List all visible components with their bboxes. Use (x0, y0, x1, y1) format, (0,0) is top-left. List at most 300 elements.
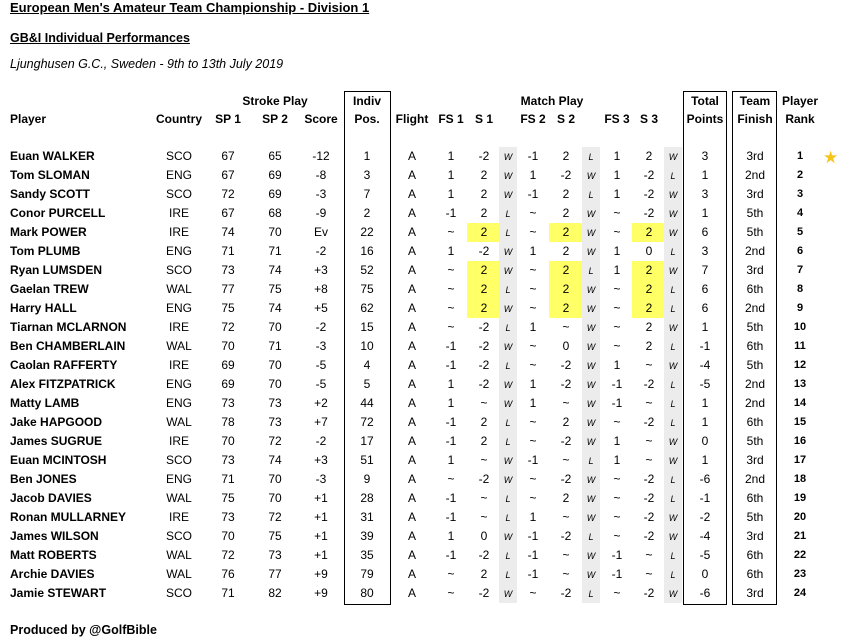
rank-cell: 21 (793, 530, 807, 542)
player-name: Harry HALL (10, 301, 77, 315)
result-r3-cell: L (664, 565, 682, 584)
finish-cell: 5th (746, 358, 764, 372)
sp2-cell: 77 (268, 567, 282, 581)
total-cell: 7 (701, 263, 709, 277)
score-cell: -3 (315, 472, 327, 486)
country-cell: ENG (165, 244, 192, 258)
s1-cell: 2 (480, 567, 488, 581)
result-r3-cell: W (664, 147, 682, 166)
fs2-cell: 1 (529, 510, 537, 524)
pos-cell: 51 (360, 453, 374, 467)
s1-cell: -2 (478, 472, 490, 486)
fs3-cell: 1 (613, 434, 621, 448)
player-name: Archie DAVIES (10, 567, 95, 581)
fs2-cell: -1 (527, 567, 539, 581)
total-cell: -2 (699, 510, 711, 524)
s1-cell: ~ (480, 396, 488, 410)
finish-cell: 2nd (744, 377, 766, 391)
fs2-cell: ~ (529, 358, 537, 372)
country-cell: IRE (168, 434, 189, 448)
header-points: Points (686, 112, 724, 126)
sp2-cell: 70 (268, 225, 282, 239)
country-cell: SCO (165, 149, 192, 163)
s2-cell: -2 (560, 529, 572, 543)
country-cell: WAL (166, 415, 192, 429)
score-cell: -8 (315, 168, 327, 182)
result-r3-cell: L (664, 394, 682, 413)
footer-credit: Produced by @GolfBible (10, 623, 157, 637)
country-cell: IRE (168, 320, 189, 334)
total-cell: 1 (701, 453, 709, 467)
result-r2-cell: W (582, 299, 600, 318)
sp1-cell: 69 (221, 377, 235, 391)
sp1-cell: 70 (221, 339, 235, 353)
flight-cell: A (407, 472, 416, 486)
player-name: Gaelan TREW (10, 282, 89, 296)
result-r3-cell: W (664, 223, 682, 242)
table-row (0, 356, 848, 375)
fs3-cell: ~ (613, 491, 621, 505)
table-row (0, 394, 848, 413)
finish-cell: 5th (746, 320, 764, 334)
result-r3-cell: W (664, 356, 682, 375)
total-cell: 0 (701, 567, 709, 581)
result-r3-cell: W (664, 261, 682, 280)
finish-cell: 2nd (744, 244, 766, 258)
sp2-cell: 74 (268, 263, 282, 277)
s1-cell: -2 (478, 320, 490, 334)
fs1-cell: ~ (447, 301, 455, 315)
table-row (0, 280, 848, 299)
finish-cell: 2nd (744, 396, 766, 410)
country-cell: ENG (165, 396, 192, 410)
header-country: Country (156, 112, 202, 126)
s1-cell: -2 (478, 586, 490, 600)
result-r1-cell: W (499, 242, 517, 261)
country-cell: IRE (168, 358, 189, 372)
venue-line: Ljunghusen G.C., Sweden - 9th to 13th July 2019 (10, 57, 284, 71)
player-name: James SUGRUE (10, 434, 103, 448)
s1-cell: 2 (480, 225, 488, 239)
rank-cell: 19 (793, 492, 807, 504)
sp2-cell: 75 (268, 282, 282, 296)
table-row (0, 185, 848, 204)
flight-cell: A (407, 453, 416, 467)
result-r1-cell: W (499, 166, 517, 185)
s3-cell: -2 (643, 472, 655, 486)
flight-cell: A (407, 529, 416, 543)
s3-cell: -2 (643, 206, 655, 220)
player-name: Tom SLOMAN (10, 168, 90, 182)
result-r2-cell: L (582, 147, 600, 166)
player-name: Sandy SCOTT (10, 187, 91, 201)
fs2-cell: ~ (529, 206, 537, 220)
table-row (0, 242, 848, 261)
pos-cell: 7 (363, 187, 371, 201)
s2-cell: 2 (562, 282, 570, 296)
total-cell: 1 (701, 206, 709, 220)
result-r3-cell: L (664, 337, 682, 356)
header-fs3: FS 3 (604, 112, 630, 126)
s1-cell: -2 (478, 377, 490, 391)
result-r1-cell: L (499, 280, 517, 299)
s2-cell: ~ (562, 320, 570, 334)
fs3-cell: ~ (613, 206, 621, 220)
fs3-cell: ~ (613, 320, 621, 334)
s1-cell: -2 (478, 244, 490, 258)
sp2-cell: 69 (268, 187, 282, 201)
s1-cell: 2 (480, 187, 488, 201)
score-cell: +3 (314, 263, 328, 277)
s3-cell: 2 (645, 320, 653, 334)
s1-cell: 0 (480, 529, 488, 543)
fs3-cell: 1 (613, 149, 621, 163)
finish-cell: 5th (746, 434, 764, 448)
score-cell: +1 (314, 491, 328, 505)
result-r2-cell: W (582, 546, 600, 565)
total-cell: -6 (699, 586, 711, 600)
flight-cell: A (407, 244, 416, 258)
country-cell: IRE (168, 225, 189, 239)
pos-cell: 35 (360, 548, 374, 562)
header-player-rank-2: Rank (785, 112, 815, 126)
fs3-cell: ~ (613, 339, 621, 353)
s3-cell: ~ (645, 567, 653, 581)
country-cell: IRE (168, 206, 189, 220)
fs2-cell: ~ (529, 339, 537, 353)
fs1-cell: 1 (447, 529, 455, 543)
result-r1-cell: W (499, 261, 517, 280)
pos-cell: 44 (360, 396, 374, 410)
finish-cell: 3rd (746, 149, 764, 163)
result-r1-cell: W (499, 451, 517, 470)
player-name: Matty LAMB (10, 396, 80, 410)
s2-cell: ~ (562, 548, 570, 562)
finish-cell: 3rd (746, 529, 764, 543)
result-r3-cell: W (664, 451, 682, 470)
fs1-cell: 1 (447, 377, 455, 391)
result-r3-cell: W (664, 204, 682, 223)
pos-cell: 3 (363, 168, 371, 182)
table-row (0, 204, 848, 223)
player-name: Jake HAPGOOD (10, 415, 103, 429)
player-name: Matt ROBERTS (10, 548, 97, 562)
sp2-cell: 74 (268, 301, 282, 315)
s1-cell: ~ (480, 510, 488, 524)
result-r2-cell: W (582, 318, 600, 337)
sp1-cell: 67 (221, 149, 235, 163)
sp1-cell: 77 (221, 282, 235, 296)
table-row (0, 261, 848, 280)
s3-cell: 2 (645, 301, 653, 315)
header-sp2: SP 2 (262, 112, 288, 126)
s2-cell: ~ (562, 453, 570, 467)
sp2-cell: 70 (268, 377, 282, 391)
result-r2-cell: W (582, 508, 600, 527)
s2-cell: -2 (560, 358, 572, 372)
s3-cell: ~ (645, 358, 653, 372)
player-name: Euan WALKER (10, 149, 95, 163)
sp2-cell: 71 (268, 244, 282, 258)
s1-cell: -2 (478, 149, 490, 163)
score-cell: +5 (314, 301, 328, 315)
table-row (0, 565, 848, 584)
flight-cell: A (407, 282, 416, 296)
pos-cell: 72 (360, 415, 374, 429)
sp1-cell: 73 (221, 396, 235, 410)
sp1-cell: 71 (221, 244, 235, 258)
fs1-cell: -1 (445, 434, 457, 448)
sp2-cell: 82 (268, 586, 282, 600)
score-cell: +1 (314, 529, 328, 543)
table-row (0, 223, 848, 242)
sp2-cell: 74 (268, 453, 282, 467)
fs3-cell: 1 (613, 187, 621, 201)
table-row (0, 489, 848, 508)
player-name: James WILSON (10, 529, 99, 543)
flight-cell: A (407, 263, 416, 277)
fs2-cell: -1 (527, 529, 539, 543)
pos-cell: 75 (360, 282, 374, 296)
table-row (0, 584, 848, 603)
result-r1-cell: L (499, 356, 517, 375)
result-r1-cell: W (499, 375, 517, 394)
s2-cell: 2 (562, 244, 570, 258)
score-cell: -2 (315, 244, 327, 258)
s2-cell: 2 (562, 149, 570, 163)
total-cell: 3 (701, 244, 709, 258)
rank-cell: 22 (793, 549, 807, 561)
score-cell: -5 (315, 358, 327, 372)
result-r2-cell: W (582, 242, 600, 261)
score-cell: -2 (315, 320, 327, 334)
rank-cell: 10 (793, 321, 807, 333)
fs2-cell: 1 (529, 396, 537, 410)
sp2-cell: 75 (268, 529, 282, 543)
s3-cell: 2 (645, 225, 653, 239)
player-name: Jacob DAVIES (10, 491, 92, 505)
s1-cell: 2 (480, 206, 488, 220)
score-cell: -3 (315, 339, 327, 353)
result-r2-cell: W (582, 432, 600, 451)
result-r2-cell: L (582, 185, 600, 204)
country-cell: IRE (168, 510, 189, 524)
finish-cell: 5th (746, 206, 764, 220)
fs1-cell: 1 (447, 187, 455, 201)
sp1-cell: 70 (221, 529, 235, 543)
result-r3-cell: W (664, 508, 682, 527)
fs2-cell: ~ (529, 491, 537, 505)
header-pos: Pos. (354, 112, 380, 126)
rank-cell: 18 (793, 473, 807, 485)
result-r1-cell: L (499, 204, 517, 223)
fs2-cell: 1 (529, 244, 537, 258)
sp2-cell: 70 (268, 491, 282, 505)
sp1-cell: 72 (221, 320, 235, 334)
header-sp1: SP 1 (215, 112, 241, 126)
total-cell: -1 (699, 491, 711, 505)
result-r1-cell: L (499, 565, 517, 584)
result-r3-cell: L (664, 470, 682, 489)
sp2-cell: 73 (268, 548, 282, 562)
pos-cell: 28 (360, 491, 374, 505)
s1-cell: 2 (480, 168, 488, 182)
flight-cell: A (407, 586, 416, 600)
result-r3-cell: W (664, 318, 682, 337)
country-cell: ENG (165, 377, 192, 391)
table-row (0, 337, 848, 356)
pos-cell: 22 (360, 225, 374, 239)
fs1-cell: -1 (445, 339, 457, 353)
table-row (0, 432, 848, 451)
result-r2-cell: W (582, 166, 600, 185)
rank-cell: 8 (796, 283, 804, 295)
rank-cell: 15 (793, 416, 807, 428)
result-r2-cell: W (582, 413, 600, 432)
finish-cell: 3rd (746, 586, 764, 600)
pos-cell: 5 (363, 377, 371, 391)
sp2-cell: 70 (268, 320, 282, 334)
rank-cell: 5 (796, 226, 804, 238)
header-s1: S 1 (474, 112, 494, 126)
fs3-cell: ~ (613, 301, 621, 315)
fs1-cell: -1 (445, 358, 457, 372)
fs3-cell: ~ (613, 415, 621, 429)
result-r1-cell: L (499, 413, 517, 432)
rank-cell: 1 (796, 150, 804, 162)
sp2-cell: 71 (268, 339, 282, 353)
header-flight: Flight (395, 112, 429, 126)
header-s3: S 3 (639, 112, 659, 126)
s3-cell: -2 (643, 377, 655, 391)
player-name: Ryan LUMSDEN (10, 263, 103, 277)
score-cell: -12 (312, 149, 330, 163)
score-cell: +3 (314, 453, 328, 467)
result-r2-cell: W (582, 356, 600, 375)
flight-cell: A (407, 377, 416, 391)
finish-cell: 5th (746, 225, 764, 239)
finish-cell: 3rd (746, 453, 764, 467)
sp1-cell: 73 (221, 510, 235, 524)
flight-cell: A (407, 434, 416, 448)
flight-cell: A (407, 358, 416, 372)
fs1-cell: -1 (445, 491, 457, 505)
rank-cell: 12 (793, 359, 807, 371)
result-r2-cell: W (582, 394, 600, 413)
table-row (0, 470, 848, 489)
flight-cell: A (407, 567, 416, 581)
total-cell: -6 (699, 472, 711, 486)
result-r1-cell: W (499, 337, 517, 356)
table-row (0, 546, 848, 565)
page-title: European Men's Amateur Team Championship - Division 1 (10, 0, 370, 15)
sp1-cell: 74 (221, 225, 235, 239)
total-cell: -5 (699, 548, 711, 562)
result-r2-cell: W (582, 204, 600, 223)
header-s2: S 2 (556, 112, 576, 126)
result-r3-cell: L (664, 166, 682, 185)
page-subtitle: GB&I Individual Performances (10, 31, 190, 45)
result-r2-cell: W (582, 223, 600, 242)
result-r2-cell: L (582, 584, 600, 603)
fs1-cell: 1 (447, 453, 455, 467)
sp1-cell: 78 (221, 415, 235, 429)
sp1-cell: 75 (221, 301, 235, 315)
result-r1-cell: W (499, 527, 517, 546)
sp2-cell: 69 (268, 168, 282, 182)
result-r2-cell: L (582, 451, 600, 470)
pos-cell: 39 (360, 529, 374, 543)
player-name: Tiarnan MCLARNON (10, 320, 127, 334)
fs2-cell: 1 (529, 377, 537, 391)
result-r1-cell: L (499, 489, 517, 508)
player-name: Ronan MULLARNEY (10, 510, 126, 524)
pos-cell: 1 (363, 149, 371, 163)
total-cell: 6 (701, 282, 709, 296)
flight-cell: A (407, 415, 416, 429)
player-name: Alex FITZPATRICK (10, 377, 116, 391)
fs2-cell: ~ (529, 415, 537, 429)
pos-cell: 62 (360, 301, 374, 315)
fs1-cell: -1 (445, 415, 457, 429)
country-cell: SCO (165, 453, 192, 467)
fs1-cell: 1 (447, 244, 455, 258)
rank-cell: 3 (796, 188, 804, 200)
rank-cell: 7 (796, 264, 804, 276)
sp1-cell: 72 (221, 548, 235, 562)
table-row (0, 413, 848, 432)
result-r2-cell: W (582, 489, 600, 508)
flight-cell: A (407, 510, 416, 524)
fs2-cell: ~ (529, 225, 537, 239)
header-player-rank-1: Player (781, 94, 819, 108)
sp1-cell: 72 (221, 187, 235, 201)
fs1-cell: -1 (445, 548, 457, 562)
fs3-cell: 1 (613, 168, 621, 182)
s2-cell: 2 (562, 263, 570, 277)
total-cell: -4 (699, 529, 711, 543)
result-r1-cell: L (499, 432, 517, 451)
table-row (0, 299, 848, 318)
score-cell: +1 (314, 510, 328, 524)
player-name: Jamie STEWART (10, 586, 107, 600)
s1-cell: -2 (478, 548, 490, 562)
fs3-cell: 1 (613, 453, 621, 467)
result-r3-cell: W (664, 584, 682, 603)
s2-cell: 2 (562, 225, 570, 239)
flight-cell: A (407, 225, 416, 239)
sp1-cell: 73 (221, 263, 235, 277)
fs1-cell: ~ (447, 320, 455, 334)
s2-cell: -2 (560, 472, 572, 486)
table-row (0, 375, 848, 394)
result-r2-cell: W (582, 337, 600, 356)
s3-cell: ~ (645, 434, 653, 448)
fs3-cell: ~ (613, 472, 621, 486)
country-cell: SCO (165, 187, 192, 201)
country-cell: WAL (166, 339, 192, 353)
fs2-cell: ~ (529, 472, 537, 486)
header-total: Total (691, 94, 719, 108)
total-cell: 6 (701, 301, 709, 315)
rank-cell: 16 (793, 435, 807, 447)
country-cell: ENG (165, 301, 192, 315)
s2-cell: ~ (562, 510, 570, 524)
total-cell: -5 (699, 377, 711, 391)
s2-cell: -2 (560, 434, 572, 448)
sp2-cell: 73 (268, 396, 282, 410)
s3-cell: 2 (645, 149, 653, 163)
